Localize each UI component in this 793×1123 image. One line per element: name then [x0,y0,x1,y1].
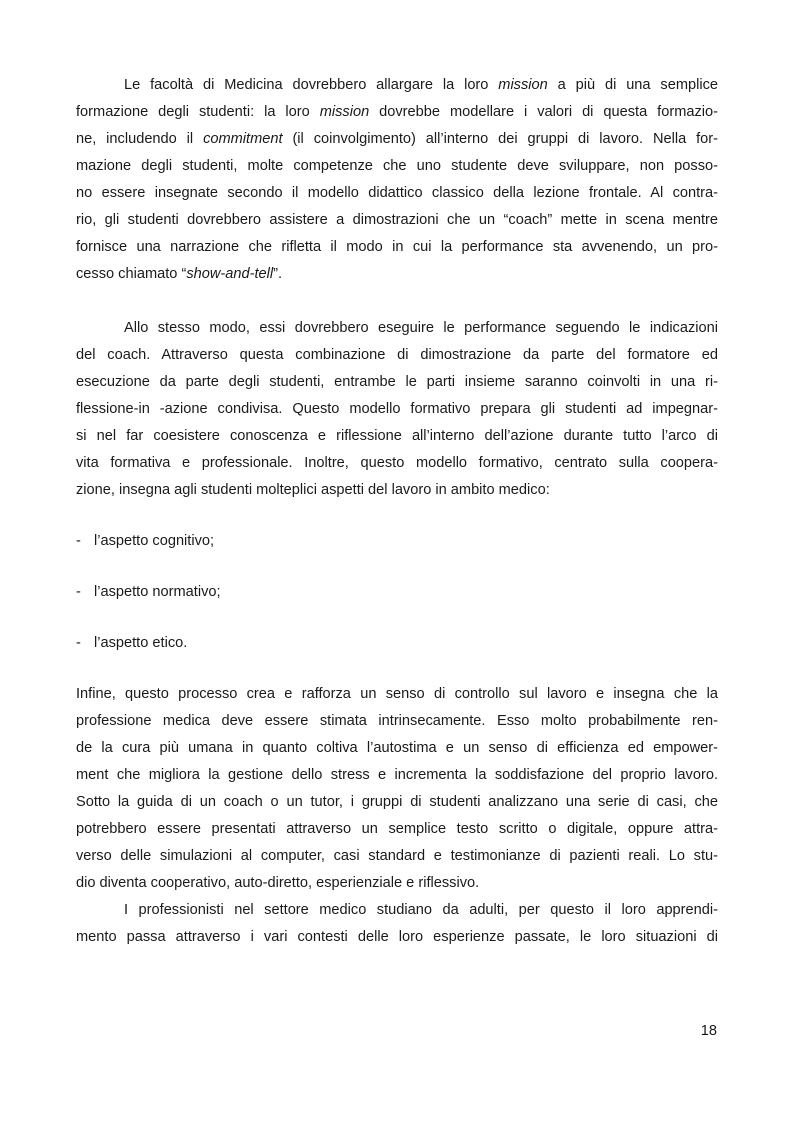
spacer [76,555,718,579]
p2-line: esecuzione da parte degli studenti, entrambe le parti insieme saranno coinvolti in una ri- [76,374,718,390]
p1-line: Le facoltà di Medicina dovrebbero allargare la loro mission a più di una semplice [124,77,718,93]
p3-line: ment che migliora la gestione dello stress e incrementa la soddisfazione del proprio lavoro. [76,767,718,783]
spacer [76,288,718,315]
p3-line: professione medica deve essere stimata intrinsecamente. Esso molto probabilmente ren- [76,713,718,729]
paragraph-1 [76,72,718,288]
paragraph-3 [76,681,718,897]
p4-line: mento passa attraverso i vari contesti delle loro esperienze passate, le loro situazioni di [76,929,718,945]
p2-line: zione, insegna agli studenti molteplici aspetti del lavoro in ambito medico: [76,482,550,498]
p1-line: ne, includendo il commitment (il coinvolgimento) all’interno dei gruppi di lavoro. Nella for- [76,131,718,147]
p3-line: dio diventa cooperativo, auto-diretto, esperienziale e riflessivo. [76,875,480,891]
p3-line: de la cura più umana in quanto coltiva l’autostima e un senso di efficienza ed empower- [76,740,718,756]
bullet-list [76,528,718,657]
p2-line: flessione-in -azione condivisa. Questo modello formativo prepara gli studenti ad impegnar- [76,401,718,417]
page-number: 18 [700,1023,717,1039]
list-item: - l’aspetto cognitivo; [76,528,718,555]
document-page [76,72,718,951]
p2-line: del coach. Attraverso questa combinazione di dimostrazione da parte del formatore ed [76,347,718,363]
p1-line: mazione degli studenti, molte competenze che uno studente deve sviluppare, non posso- [76,158,718,174]
p1-line: formazione degli studenti: la loro mission dovrebbe modellare i valori di questa formazio- [76,104,718,120]
dash-marker: - [76,584,81,600]
p2-line: si nel far coesistere conoscenza e riflessione all’interno dell’azione durante tutto l’arco di [76,428,718,444]
p1-line: no essere insegnate secondo il modello didattico classico della lezione frontale. Al contra- [76,185,718,201]
paragraph-2 [76,315,718,504]
p1-line: fornisce una narrazione che rifletta il modo in cui la performance sta avvenendo, un pro- [76,239,718,255]
p3-line: potrebbero essere presentati attraverso un semplice testo scritto o digitale, oppure attra- [76,821,718,837]
spacer [76,504,718,528]
p3-line: Infine, questo processo crea e rafforza un senso di controllo sul lavoro e insegna che la [76,686,718,702]
dash-marker: - [76,533,81,549]
list-item: - l’aspetto etico. [76,630,718,657]
p2-line: Allo stesso modo, essi dovrebbero eseguire le performance seguendo le indicazioni [124,320,718,336]
p1-line: cesso chiamato “show-and-tell”. [76,266,283,282]
p2-line: vita formativa e professionale. Inoltre, questo modello formativo, centrato sulla coopera- [76,455,718,471]
p4-line: I professionisti nel settore medico studiano da adulti, per questo il loro apprendi- [124,902,718,918]
spacer [76,606,718,630]
spacer [76,657,718,681]
p3-line: Sotto la guida di un coach o un tutor, i gruppi di studenti analizzano una serie di casi, che [76,794,718,810]
p3-line: verso delle simulazioni al computer, casi standard e testimonianze di pazienti reali. Lo stu- [76,848,718,864]
paragraph-4 [76,897,718,951]
list-item: - l’aspetto normativo; [76,579,718,606]
dash-marker: - [76,635,81,651]
p1-line: rio, gli studenti dovrebbero assistere a dimostrazioni che un “coach” mette in scena mentre [76,212,718,228]
